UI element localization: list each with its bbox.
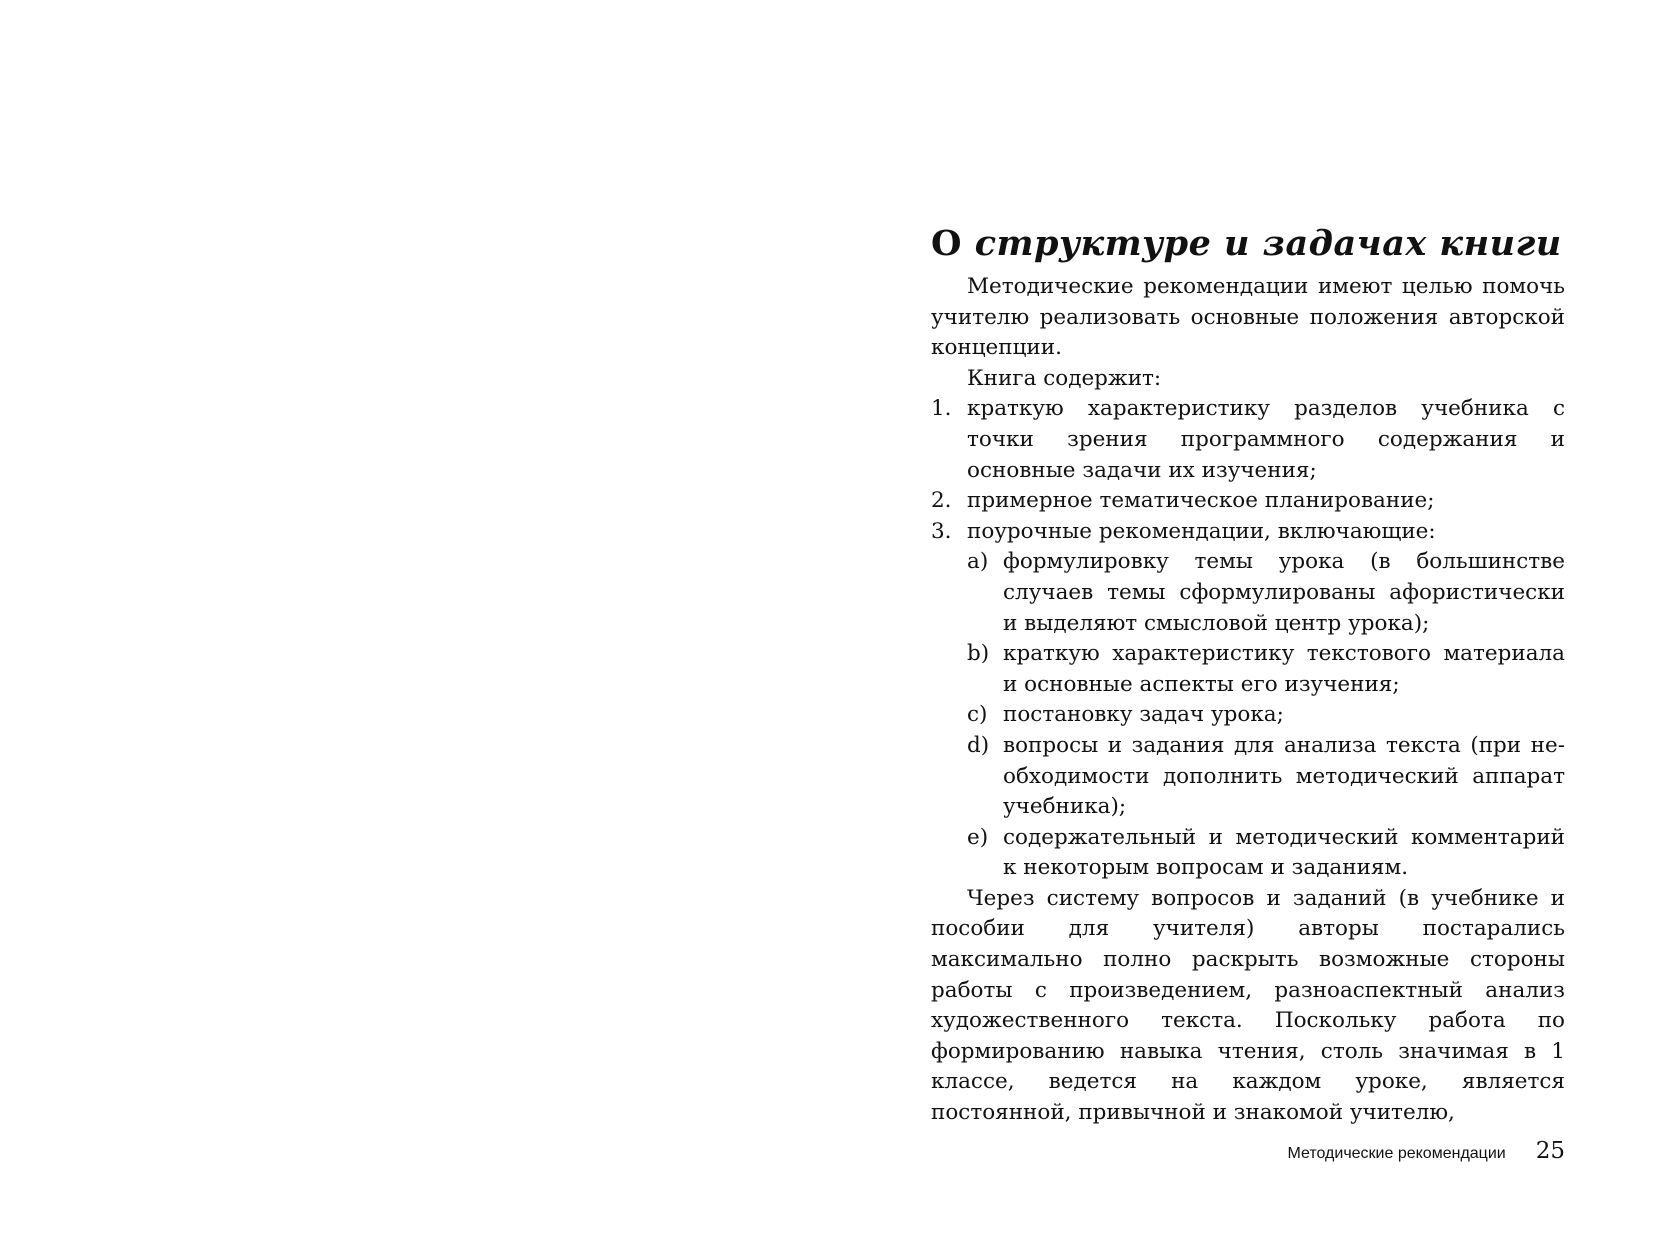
page-footer: [1287, 1138, 1565, 1164]
sublist-item-text: краткую характеристику текстового материала и основные аспекты его изучения;: [1003, 641, 1565, 697]
intro-paragraph: Методические рекомендации имеют целью помочь учителю реализовать основные положения авторской концепции.: [931, 274, 1565, 361]
list-item: [931, 486, 1565, 517]
closing-paragraph: Через систему вопросов и заданий (в учебнике и пособии для учителя) авторы постарались максимально полно раскрыть возможные стороны работы с произведением, разноаспектный анализ художественного текста. Поскольку работа по формированию навыка чтения, столь значимая в 1 классе, ведется на каждом уроке, является постоянной, привычной и знакомой учителю,: [931, 885, 1565, 1126]
sublist-item-text: содержательный и методический комментарий к некоторым вопросам и заданиям.: [1003, 824, 1565, 881]
section-title-italic: структуре и задачах книги: [974, 223, 1562, 264]
section-title-prefix: О: [931, 223, 962, 264]
list-item: [931, 394, 1565, 486]
sublist-marker: c): [967, 702, 988, 728]
sublist-marker: e): [967, 824, 989, 850]
sublist-item: [967, 700, 1565, 731]
list-item: [931, 517, 1565, 884]
list-item-text: примерное тематическое планирование;: [967, 488, 1435, 514]
contents-list: [931, 394, 1565, 884]
list-marker: 2.: [931, 488, 952, 514]
list-item-text: поурочные рекомендации, включающие:: [967, 518, 1436, 544]
list-marker: 1.: [931, 396, 952, 422]
sublist-item-text: вопросы и задания для анализа текста (при необходимости дополнить методический аппарат учебника);: [1003, 732, 1565, 820]
sublist-item-text: постановку задач урока;: [1003, 702, 1284, 728]
section-title: [931, 222, 1565, 266]
sublist-item: [967, 731, 1565, 823]
sublist-item: [967, 547, 1565, 639]
right-page: [827, 0, 1654, 1240]
sublist-marker: b): [967, 641, 990, 667]
sublist-marker: a): [967, 549, 989, 575]
page-number: 25: [1535, 1138, 1565, 1164]
list-item-text: краткую характеристику разделов учебника с точки зрения программного содержания и основные задачи их изучения;: [967, 396, 1565, 483]
sublist-item: [967, 639, 1565, 700]
lesson-recommendations-sublist: [967, 547, 1565, 884]
sublist-item: [967, 823, 1565, 884]
page-content: [931, 222, 1565, 1129]
sublist-item-text: формулировку темы урока (в большинстве случаев темы сформулированы афористически и выделяют смысловой центр урока);: [1003, 549, 1565, 636]
sublist-marker: d): [967, 732, 990, 758]
list-marker: 3.: [931, 518, 952, 544]
contains-lead: Книга содержит:: [967, 365, 1162, 391]
running-footer-title: Методические рекомендации: [1287, 1145, 1506, 1162]
